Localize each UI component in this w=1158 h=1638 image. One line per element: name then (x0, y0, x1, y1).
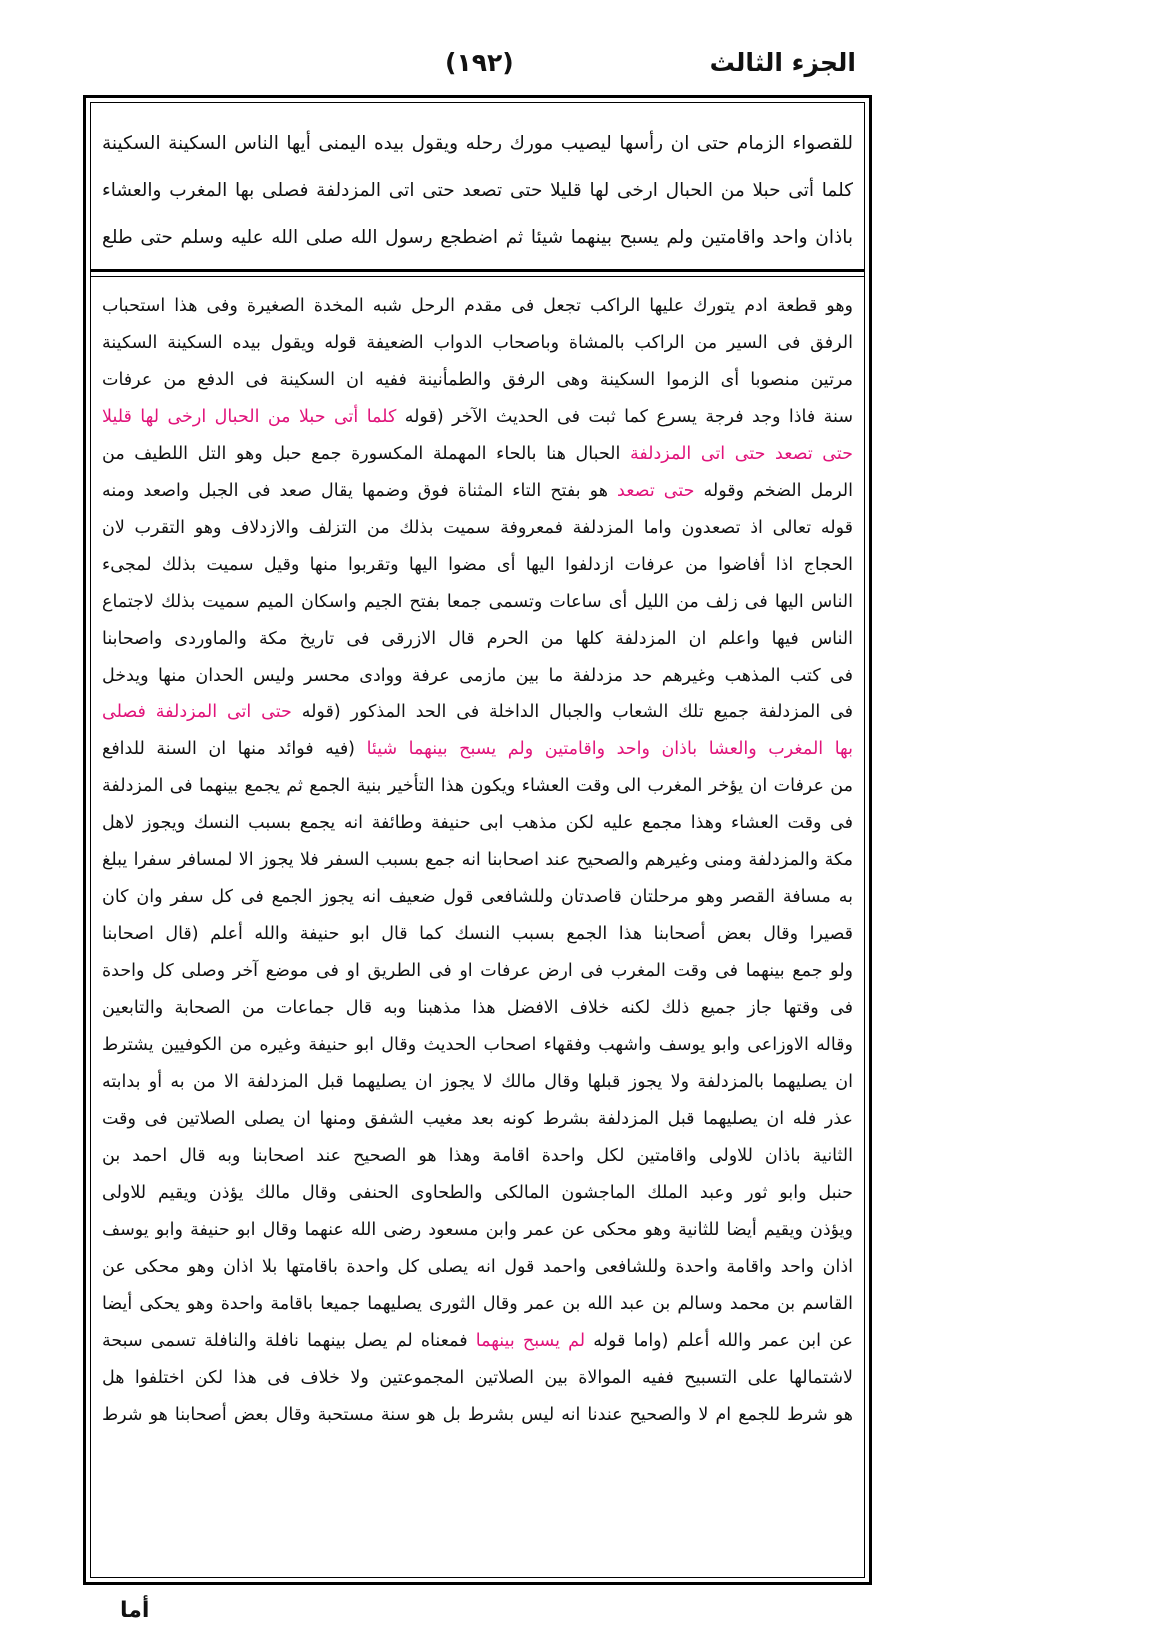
commentary-text: القاسم بن محمد وسالم بن عبد الله بن عمر وقال الثورى يصليهما جميعا باقامة واحدة وهو يحكى أيضا (102, 1293, 853, 1314)
commentary-text: وقاله الاوزاعى وابو يوسف واشهب وفقهاء اصحاب الحديث وقال ابو حنيفة وغيره من الكوفيين يشترط (102, 1035, 853, 1056)
commentary-line (102, 288, 853, 325)
commentary-line (102, 879, 853, 916)
section-divider-thick (90, 269, 865, 272)
commentary-text: مكة والمزدلفة ومنى وغيرهم والصحيح عند اصحابنا انه جمع بسبب السفر فلا يجوز الا لمسافر سفرا يبلغ (102, 850, 853, 871)
commentary-text: لاشتمالها على التسبيح ففيه الموالاة بين الصلاتين المجموعتين ولا خلاف فى هذا لكن اختلفوا هل (102, 1367, 853, 1388)
commentary-line (102, 842, 853, 879)
commentary-line (102, 916, 853, 953)
commentary-line (102, 1138, 853, 1175)
commentary-line (102, 1249, 853, 1286)
quoted-hadith-text: حتى تصعد حتى اتى المزدلفة (629, 443, 853, 464)
commentary-text: سنة فاذا وجد فرجة يسرع كما ثبت فى الحديث الآخر (قوله (396, 406, 853, 427)
section-divider-thin (90, 276, 865, 277)
commentary-line (102, 399, 853, 436)
quoted-hadith-text: لم يسبح بينهما (475, 1330, 586, 1351)
commentary-text: الحجاج اذا أفاضوا من عرفات ازدلفوا اليها أى مضوا اليها وتقربوا منها وقيل سميت بذلك لمجىء (102, 554, 853, 575)
commentary-line (102, 1323, 853, 1360)
commentary-text: حنبل وابو ثور وعبد الملك الماجشون المالكى والطحاوى الحنفى وقال مالك يؤذن ويقيم للاولى (102, 1182, 853, 1203)
commentary-text: من عرفات ان يؤخر المغرب الى وقت العشاء ويكون هذا التأخير بنية الجمع ثم يجمع بينهما فى المزدلفة (102, 776, 853, 797)
commentary-text: عذر فله ان يصليهما قبل المزدلفة بشرط كونه بعد مغيب الشفق ومنها ان يصلى الصلاتين فى وقت (102, 1108, 853, 1129)
commentary-text: هو بفتح التاء المثناة فوق وضمها يقال صعد فى الجبل واصعد ومنه (102, 480, 618, 501)
page-frame (83, 95, 872, 1585)
commentary-line (102, 621, 853, 658)
commentary-line (102, 1175, 853, 1212)
commentary-text: فمعناه لم يصل بينهما نافلة والنافلة تسمى سبحة (102, 1330, 476, 1351)
quoted-hadith-text: حتى اتى المزدلفة فصلى (102, 702, 292, 723)
commentary-text: فى وقت العشاء وهذا مجمع عليه لكن مذهب ابى حنيفة وطائفة انه يجمع بسبب النسك ويجوز لاهل (102, 813, 853, 834)
commentary-line (102, 325, 853, 362)
commentary-line (102, 768, 853, 805)
commentary-text: فى كتب المذهب وغيرهم حد مزدلفة ما بين مازمى عرفة ووادى محسر وليس الحدان منها ويدخل (102, 665, 853, 686)
commentary-line (102, 990, 853, 1027)
matn-text-block (102, 120, 853, 261)
matn-line: كلما أتى حبلا من الحبال ارخى لها قليلا حتى تصعد حتى اتى المزدلفة فصلى بها المغرب والعشاء (102, 180, 853, 201)
commentary-line (102, 436, 853, 473)
commentary-text: قوله تعالى اذ تصعدون واما المزدلفة فمعروفة سميت بذلك من التزلف والازدلاف وهو التقرب لان (102, 517, 853, 538)
commentary-text: فى المزدلفة جميع تلك الشعاب والجبال الداخلة فى الحد المذكور (قوله (291, 702, 853, 723)
quoted-hadith-text: حتى تصعد (617, 480, 695, 501)
commentary-text: ولو جمع بينهما فى وقت المغرب فى ارض عرفات او فى الطريق او فى موضع آخر وصلى كل واحدة (102, 961, 853, 982)
commentary-text-block (102, 288, 853, 1434)
commentary-text: فى وقتها جاز جميع ذلك لكنه خلاف الافضل هذا مذهبنا وبه قال جماعات من الصحابة والتابعين (102, 998, 853, 1019)
commentary-line (102, 1064, 853, 1101)
commentary-text: الثانية باذان للاولى واقامتين لكل واحدة اقامة وهذا هو الصحيح عند اصحابنا وبه قال احمد بن (102, 1145, 853, 1166)
commentary-text: الرمل الضخم وقوله (694, 480, 853, 501)
commentary-text: قصيرا وقال بعض أصحابنا هذا الجمع بسبب النسك كما قال ابو حنيفة والله أعلم (قال اصحابنا (102, 924, 853, 945)
page-number: (١٩٢) (445, 48, 514, 77)
commentary-line (102, 1286, 853, 1323)
quoted-hadith-text: كلما أتى حبلا من الحبال ارخى لها قليلا (102, 406, 397, 427)
commentary-text: هو شرط للجمع ام لا والصحيح عندنا انه ليس بشرط بل هو سنة مستحبة وقال بعض أصحابنا هو شرط (102, 1404, 853, 1425)
commentary-text: الناس اليها فى زلف من الليل أى ساعات وتسمى جمعا بفتح الجيم واسكان الميم سميت بذلك لاجتماع (102, 591, 853, 612)
volume-title: الجزء الثالث (709, 48, 856, 77)
commentary-text: الناس فيها واعلم ان المزدلفة كلها من الحرم قال الازرقى فى تاريخ مكة والماوردى واصحابنا (102, 628, 853, 649)
commentary-line (102, 362, 853, 399)
commentary-line (102, 953, 853, 990)
commentary-line (102, 805, 853, 842)
commentary-text: (فيه فوائد منها ان السنة للدافع (102, 739, 367, 760)
commentary-line (102, 1360, 853, 1397)
commentary-text: وهو قطعة ادم يتورك عليها الراكب تجعل فى مقدم الرحل شبه المخدة الصغيرة وفى هذا استحباب (102, 296, 853, 316)
commentary-line (102, 1397, 853, 1434)
quoted-hadith-text: بها المغرب والعشا باذان واحد واقامتين ولم يسبح بينهما شيئا (366, 739, 853, 760)
commentary-line (102, 1101, 853, 1138)
commentary-text: ان يصليهما بالمزدلفة ولا يجوز قبلها وقال مالك لا يجوز ان يصليهما قبل المزدلفة الا من به أو بدابته (102, 1072, 853, 1093)
commentary-line (102, 658, 853, 695)
matn-line: باذان واحد واقامتين ولم يسبح بينهما شيئا ثم اضطجع رسول الله صلى الله عليه وسلم حتى طلع (102, 227, 853, 248)
commentary-text: الرفق فى السير من الراكب بالمشاة وباصحاب الدواب الضعيفة قوله ويقول بيده السكينة السكينة (102, 332, 853, 353)
commentary-line (102, 1212, 853, 1249)
commentary-line (102, 473, 853, 510)
matn-line: للقصواء الزمام حتى ان رأسها ليصيب مورك رحله ويقول بيده اليمنى أيها الناس السكينة السكينة (102, 133, 853, 154)
commentary-line (102, 694, 853, 731)
commentary-text: به مسافة القصر وهو مرحلتان قاصدتان وللشافعى قول ضعيف انه يجوز الجمع فى كل سفر وان كان (102, 887, 853, 908)
commentary-line (102, 731, 853, 768)
commentary-text: اذان واحد واقامة واحدة وللشافعى واحمد قول انه يصلى كل واحدة باقامتها بلا اذان وهو محكى عن (102, 1256, 853, 1277)
commentary-text: مرتين منصوبا أى الزموا السكينة وهى الرفق والطمأنينة ففيه ان السكينة فى الدفع من عرفات (102, 369, 853, 390)
commentary-text: ويؤذن ويقيم أيضا للثانية وهو محكى عن عمر وابن مسعود رضى الله عنهما وقال ابو حنيفة وابو يوسف (102, 1219, 853, 1240)
catchword: أما (120, 1598, 150, 1623)
commentary-line (102, 584, 853, 621)
commentary-text: الحبال هنا بالحاء المهملة المكسورة جمع حبل وهو التل اللطيف من (102, 443, 630, 464)
commentary-line (102, 547, 853, 584)
commentary-text: عن ابن عمر والله أعلم (واما قوله (585, 1330, 853, 1351)
commentary-line (102, 1027, 853, 1064)
commentary-line (102, 510, 853, 547)
